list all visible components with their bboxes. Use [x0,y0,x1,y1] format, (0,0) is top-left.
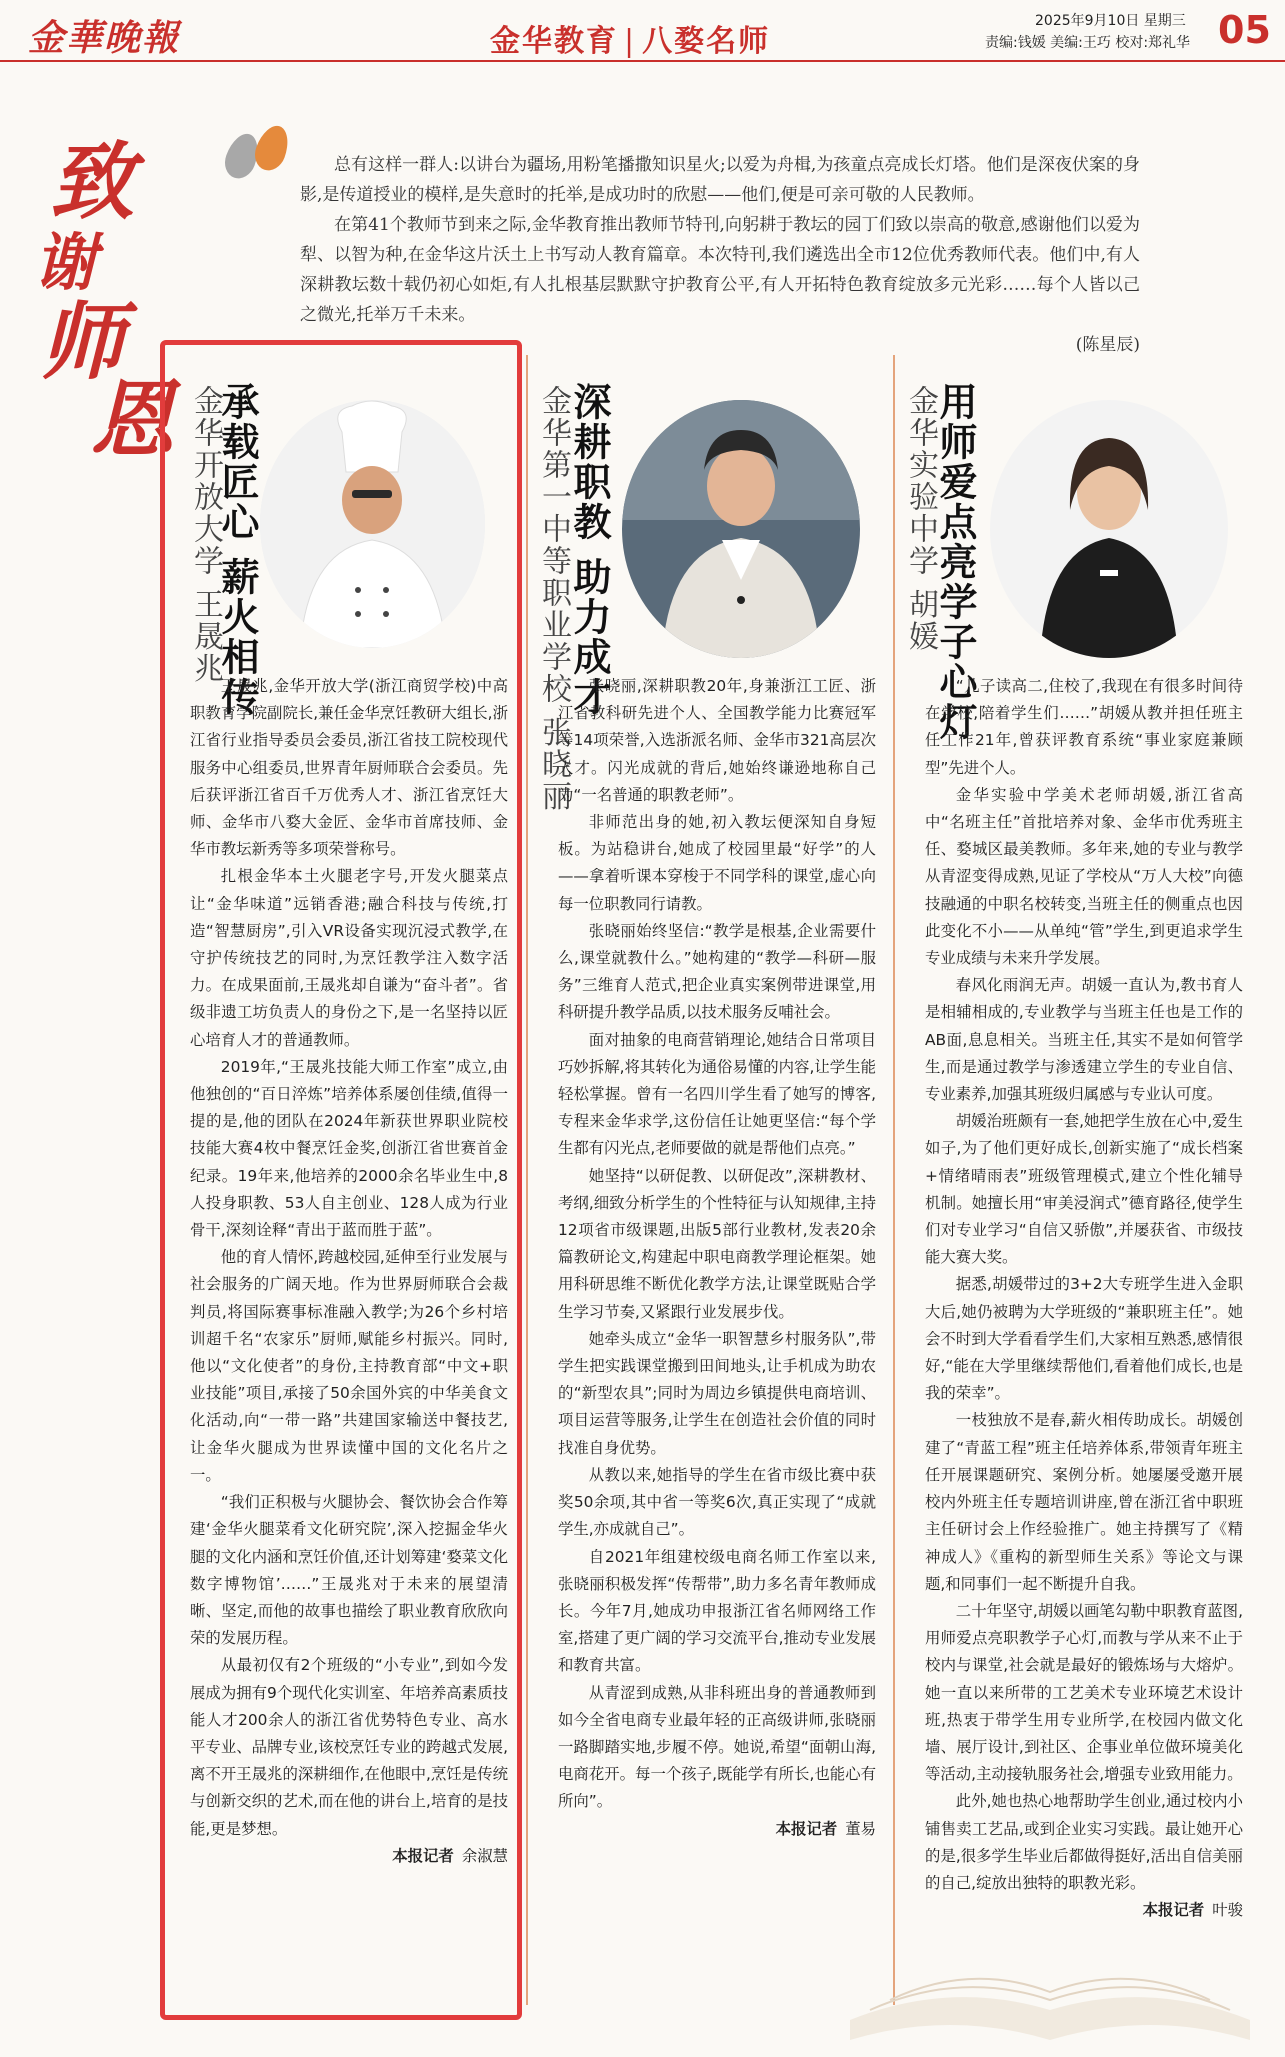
article-paragraph: 2019年,“王晟兆技能大师工作室”成立,由他独创的“百日淬炼”培养体系屡创佳绩,值得一提的是,他的团队在2024年新获世界职业院校技能大赛4枚中餐烹饪金奖,创浙江省世赛首金纪录。19年来,他培养的2000余名毕业生中,8人投身职教、53人自主创业、128人成为行业骨干,深刻诠释“青出于蓝而胜于蓝”。 [190,1057,508,1240]
article-title: 用师爱点亮学子心灯 [933,382,977,742]
newspaper-logo: 金華晚報 [28,17,181,59]
reporter-credit [558,1816,876,1843]
article-paragraph: 从青涩到成熟,从非科班出身的普通教师到如今全省电商专业最年轻的正高级讲师,张晓丽一路脚踏实地,步履不停。她说,希望“面朝山海,电商花开。每一个孩子,既能学有所长,也能心有所向”。 [558,1683,876,1811]
article-body [558,673,876,1843]
article-paragraph: 金华实验中学美术老师胡媛,浙江省高中“名班主任”首批培养对象、金华市优秀班主任、婺城区最美教师。多年来,她的专业与教学从青涩变得成熟,见证了学校从“万人大校”向德技融通的中职名校转变,当班主任的侧重点也因此变化不小——从单纯“管”学生,到更追求学生专业成绩与未来升学发展。 [925,785,1243,968]
page-number: 05 [1218,8,1271,52]
article-paragraph: 据悉,胡媛带过的3+2大专班学生进入金职大后,她仍被聘为大学班级的“兼职班主任”。她会不时到大学看看学生们,大家相互熟悉,感情很好,“能在大学里继续帮他们,看着他们成长,也是我的荣幸”。 [925,1275,1243,1403]
reporter-name: 叶骏 [1212,1901,1243,1920]
article-paragraph: 二十年坚守,胡媛以画笔勾勒中职教育蓝图,用师爱点亮职教学子心灯,而教与学从来不止于校内与课堂,社会就是最好的锻炼场与大熔炉。她一直以来所带的工艺美术专业环境艺术设计班,热衷于带学生用专业所学,在校园内做文化墙、展厅设计,到社区、企事业单位做环境美化等活动,主动接轨服务社会,增强专业致用能力。 [925,1601,1243,1784]
article-paragraph: 面对抽象的电商营销理论,她结合日常项目巧妙拆解,将其转化为通俗易懂的内容,让学生能轻松掌握。曾有一名四川学生看了她写的博客,专程来金华求学,这份信任让她更坚信:“每个学生都有闪光点,老师要做的就是帮他们点亮。” [558,1030,876,1158]
article-paragraph: 王晟兆,金华开放大学(浙江商贸学校)中高职教育学院副院长,兼任金华烹饪教研大组长,浙江省行业指导委员会委员,浙江省技工院校现代服务中心组委员,世界青年厨师联合会委员。先后获评浙江省百千万优秀人才、浙江省烹饪大师、金华市八婺大金匠、金华市首席技师、金华市教坛新秀等多项荣誉称号。 [190,677,508,859]
intro-text [300,150,1140,360]
teacher-school-name: 金华实验中学 胡媛 [903,385,938,653]
article-paragraph: 她牵头成立“金华一职智慧乡村服务队”,带学生把实践课堂搬到田间地头,让手机成为助农的“新型农具”;同时为周边乡镇提供电商培训、项目运营等服务,让学生在创造社会价值的同时找准自身优势。 [558,1329,876,1457]
article-paragraph: “我们正积极与火腿协会、餐饮协会合作筹建‘金华火腿菜肴文化研究院’,深入挖掘金华火腿的文化内涵和烹饪价值,还计划筹建‘婺菜文化数字博物馆’……”王晟兆对于未来的展望清晰、坚定,而他的故事也描绘了职业教育欣欣向荣的发展历程。 [190,1493,508,1648]
article-paragraph: 自2021年组建校级电商名师工作室以来,张晓丽积极发挥“传帮带”,助力多名青年教师成长。今年7月,她成功申报浙江省名师网络工作室,搭建了更广阔的学习交流平台,推动专业发展和教育共富。 [558,1547,876,1675]
chef-photo [260,400,485,648]
issue-date: 2025年9月10日 星期三 [1035,13,1186,29]
article-paragraph: 从教以来,她指导的学生在省市级比赛中获奖50余项,其中省一等奖6次,真正实现了“成就学生,亦成就自己”。 [558,1465,876,1539]
reporter-name: 董易 [845,1819,876,1838]
teacher-photo [622,400,860,658]
reporter-label: 本报记者 [775,1819,838,1838]
teacher-school-name: 金华第一中等职业学校 张晓丽 [536,385,571,813]
article-paragraph: 从最初仅有2个班级的“小专业”,到如今发展成为拥有9个现代化实训室、年培养高素质技能人才200余人的浙江省优势特色专业、高水平专业、品牌专业,该校烹饪专业的跨越式发展,离不开王晟兆的深耕细作,在他眼中,烹饪是传统与创新交织的艺术,而在他的讲台上,培育的是技能,更是梦想。 [190,1656,508,1838]
title-char: 谢 [34,226,97,299]
intro-paragraph: 在第41个教师节到来之际,金华教育推出教师节特刊,向躬耕于教坛的园丁们致以崇高的敬意,感谢他们以爱为犁、以智为种,在金华这片沃土上书写动人教育篇章。本次特刊,我们遴选出全市12位优秀教师代表。他们中,有人深耕教坛数十载仍初心如炬,有人扎根基层默默守护教育公平,有人开拓特色教育绽放多元光彩……每个人皆以己之微光,托举万千未来。 [300,215,1140,325]
subsection-name: 八婺名师 [642,24,771,59]
reporter-name: 余淑慧 [461,1846,508,1865]
reporter-label: 本报记者 [392,1846,454,1865]
column-divider [893,355,895,2005]
quote-icon [225,125,295,185]
title-char: 致 [50,132,135,231]
intro-author: (陈星辰) [1075,335,1140,355]
column-divider [526,355,528,2005]
article-body [925,673,1243,1924]
section-name: 金华教育 [490,24,618,59]
reporter-label: 本报记者 [1142,1901,1205,1920]
article-paragraph: 他的育人情怀,跨越校园,延伸至行业发展与社会服务的广阔天地。作为世界厨师联合会裁判员,将国际赛事标准融入教学;为26个乡村培训超千名“农家乐”厨师,赋能乡村振兴。同时,他以“文化使者”的身份,主持教育部“中文+职业技能”项目,承接了50余国外宾的中华美食文化活动,向“一带一路”共建国家输送中餐技艺,让金华火腿成为世界读懂中国的文化名片之一。 [190,1248,508,1484]
intro-paragraph: 总有这样一群人:以讲台为疆场,用粉笔播撒知识星火;以爱为舟楫,为孩童点亮成长灯塔。他们是深夜伏案的身影,是传道授业的模样,是失意时的托举,是成功时的欣慰——他们,便是可亲可敬的人民教师。 [300,155,1140,205]
article-paragraph: 非师范出身的她,初入教坛便深知自身短板。为站稳讲台,她成了校园里最“好学”的人——拿着听课本穿梭于不同学科的课堂,虚心向每一位职教同行请教。 [558,813,876,913]
title-char: 恩 [90,370,175,469]
open-book-icon [830,1900,1270,2050]
article-title: 承载匠心 薪火相传 [215,382,259,718]
thanks-teachers-title [34,132,175,469]
masthead [0,0,1285,62]
article-title: 深耕职教 助力成才 [567,382,611,718]
teacher-school-name: 金华开放大学 王晟兆 [188,385,223,685]
editor-credits: 责编:钱媛 美编:王巧 校对:郑礼华 [985,35,1191,51]
article-paragraph: 此外,她也热心地帮助学生创业,通过校内小铺售卖工艺品,或到企业实习实践。最让她开心的是,很多学生毕业后都做得挺好,活出自信美丽的自己,绽放出独特的职教光彩。 [925,1792,1243,1892]
article-paragraph: 一枝独放不是春,薪火相传助成长。胡媛创建了“青蓝工程”班主任培养体系,带领青年班主任开展课题研究、案例分析。她屡屡受邀开展校内外班主任专题培训讲座,曾在浙江省中职班主任研讨会上作经验推广。她主持撰写了《精神成人》《重构的新型师生关系》等论文与课题,和同事们一起不断提升自我。 [925,1411,1243,1593]
teacher-photo [990,400,1228,658]
section-title [490,16,770,60]
article-paragraph: “儿子读高二,住校了,我现在有很多时间待在学校,陪着学生们……”胡媛从教并担任班主任工作21年,曾获评教育系统“事业家庭兼顾型”先进个人。 [925,677,1243,777]
section-separator: | [624,24,637,59]
article-paragraph: 张晓丽,深耕职教20年,身兼浙江工匠、浙江省教科研先进个人、全国教学能力比赛冠军等14项荣誉,入选浙派名师、金华市321高层次人才。闪光成就的背后,她始终谦逊地称自己为“一名普通的职教老师”。 [558,677,876,804]
article-body [190,673,508,1870]
reporter-credit [190,1843,508,1870]
title-char: 师 [40,292,125,391]
article-paragraph: 扎根金华本土火腿老字号,开发火腿菜点让“金华味道”远销香港;融合科技与传统,打造“智慧厨房”,引入VR设备实现沉浸式教学,在守护传统技艺的同时,为烹饪教学注入数字活力。在成果面前,王晟兆却自谦为“奋斗者”。省级非遗工坊负责人的身份之下,是一名坚持以匠心培育人才的普通教师。 [190,867,508,1049]
article-paragraph: 胡媛治班颇有一套,她把学生放在心中,爱生如子,为了他们更好成长,创新实施了“成长档案+情绪晴雨表”班级管理模式,建立个性化辅导机制。她擅长用“审美浸润式”德育路径,使学生们对专业学习“自信又骄傲”,并屡获省、市级技能大赛大奖。 [925,1112,1243,1267]
article-paragraph: 春风化雨润无声。胡媛一直认为,教书育人是相辅相成的,专业教学与当班主任也是工作的AB面,息息相关。当班主任,其实不是如何管学生,而是通过教学与渗透建立学生的专业自信、专业素养,加强其班级归属感与专业认可度。 [925,976,1243,1104]
article-paragraph: 她坚持“以研促教、以研促改”,深耕教材、考纲,细致分析学生的个性特征与认知规律,主持12项省市级课题,出版5部行业教材,发表20余篇教研论文,构建起中职电商教学理论框架。她用科研思维不断优化教学方法,让课堂既贴合学生学习节奏,又紧跟行业发展步伐。 [558,1166,876,1321]
article-paragraph: 张晓丽始终坚信:“教学是根基,企业需要什么,课堂就教什么。”她构建的“教学—科研—服务”三维育人范式,把企业真实案例带进课堂,用科研提升教学品质,以技术服务反哺社会。 [558,921,876,1022]
